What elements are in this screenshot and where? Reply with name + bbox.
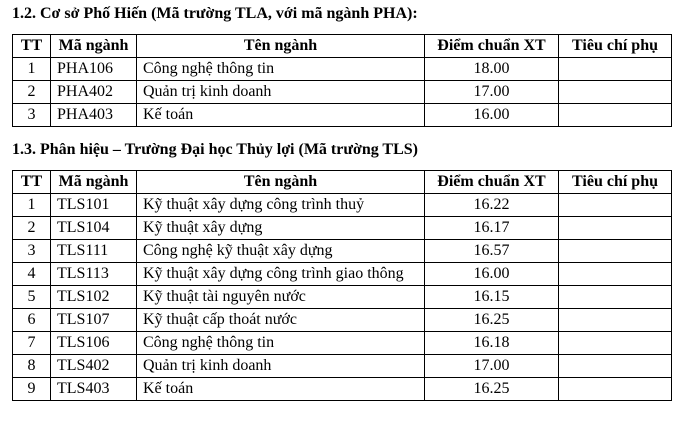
table-row bbox=[13, 240, 672, 263]
column-header-ten-nganh: Tên ngành bbox=[137, 35, 425, 58]
table-row bbox=[13, 355, 672, 378]
cell-ma-nganh: PHA106 bbox=[51, 58, 137, 81]
cell-ma-nganh: TLS113 bbox=[51, 263, 137, 286]
table-row bbox=[13, 58, 672, 81]
cell-ma-nganh: PHA402 bbox=[51, 81, 137, 104]
column-header-tieu-chi-phu: Tiêu chí phụ bbox=[559, 171, 672, 194]
cell-tt: 2 bbox=[13, 81, 51, 104]
cell-ten-nganh: Kỹ thuật tài nguyên nước bbox=[137, 286, 425, 309]
table-row bbox=[13, 263, 672, 286]
cell-diem-chuan: 16.22 bbox=[425, 194, 559, 217]
column-header-ten-nganh: Tên ngành bbox=[137, 171, 425, 194]
cell-tt: 9 bbox=[13, 378, 51, 401]
cell-tieu-chi-phu bbox=[559, 217, 672, 240]
cell-ma-nganh: TLS101 bbox=[51, 194, 137, 217]
cell-tieu-chi-phu bbox=[559, 378, 672, 401]
cell-diem-chuan: 16.25 bbox=[425, 309, 559, 332]
cell-ten-nganh: Kỹ thuật xây dựng công trình thuỷ bbox=[137, 194, 425, 217]
cell-diem-chuan: 16.57 bbox=[425, 240, 559, 263]
cell-ten-nganh: Công nghệ kỹ thuật xây dựng bbox=[137, 240, 425, 263]
cell-tt: 8 bbox=[13, 355, 51, 378]
cell-diem-chuan: 16.15 bbox=[425, 286, 559, 309]
section-heading-phan-hieu: 1.3. Phân hiệu – Trường Đại học Thủy lợi (Mã trường TLS) bbox=[12, 141, 418, 158]
cell-diem-chuan: 16.17 bbox=[425, 217, 559, 240]
cell-ma-nganh: TLS102 bbox=[51, 286, 137, 309]
section-heading-pho-hien: 1.2. Cơ sở Phố Hiến (Mã trường TLA, với mã ngành PHA): bbox=[12, 5, 418, 22]
cell-ma-nganh: TLS106 bbox=[51, 332, 137, 355]
cell-ten-nganh: Công nghệ thông tin bbox=[137, 58, 425, 81]
table-row bbox=[13, 309, 672, 332]
cell-tieu-chi-phu bbox=[559, 309, 672, 332]
column-header-tt: TT bbox=[13, 35, 51, 58]
cell-tieu-chi-phu bbox=[559, 240, 672, 263]
cell-ma-nganh: TLS104 bbox=[51, 217, 137, 240]
cell-tieu-chi-phu bbox=[559, 332, 672, 355]
cell-tieu-chi-phu bbox=[559, 104, 672, 127]
table-header-row bbox=[13, 171, 672, 194]
column-header-ma-nganh: Mã ngành bbox=[51, 35, 137, 58]
cell-ten-nganh: Quản trị kinh doanh bbox=[137, 355, 425, 378]
cell-diem-chuan: 16.18 bbox=[425, 332, 559, 355]
table-header-row bbox=[13, 35, 672, 58]
cell-tieu-chi-phu bbox=[559, 286, 672, 309]
table-row bbox=[13, 217, 672, 240]
table-row bbox=[13, 104, 672, 127]
cell-ten-nganh: Kế toán bbox=[137, 104, 425, 127]
cell-tieu-chi-phu bbox=[559, 58, 672, 81]
cell-diem-chuan: 16.00 bbox=[425, 263, 559, 286]
cell-tt: 1 bbox=[13, 58, 51, 81]
cell-tt: 3 bbox=[13, 240, 51, 263]
cell-diem-chuan: 17.00 bbox=[425, 355, 559, 378]
cell-diem-chuan: 18.00 bbox=[425, 58, 559, 81]
cell-diem-chuan: 17.00 bbox=[425, 81, 559, 104]
cell-ten-nganh: Quản trị kinh doanh bbox=[137, 81, 425, 104]
cell-tt: 2 bbox=[13, 217, 51, 240]
cell-ten-nganh: Kỹ thuật cấp thoát nước bbox=[137, 309, 425, 332]
column-header-tt: TT bbox=[13, 171, 51, 194]
column-header-diem-chuan: Điểm chuẩn XT bbox=[425, 35, 559, 58]
cell-ma-nganh: TLS402 bbox=[51, 355, 137, 378]
admission-table-phan-hieu bbox=[12, 170, 672, 401]
cell-ten-nganh: Kỹ thuật xây dựng bbox=[137, 217, 425, 240]
cell-tieu-chi-phu bbox=[559, 355, 672, 378]
cell-ma-nganh: PHA403 bbox=[51, 104, 137, 127]
cell-tieu-chi-phu bbox=[559, 194, 672, 217]
cell-diem-chuan: 16.25 bbox=[425, 378, 559, 401]
cell-tt: 3 bbox=[13, 104, 51, 127]
cell-tt: 4 bbox=[13, 263, 51, 286]
table-row bbox=[13, 378, 672, 401]
cell-tt: 5 bbox=[13, 286, 51, 309]
table-row bbox=[13, 81, 672, 104]
table-row bbox=[13, 332, 672, 355]
cell-ma-nganh: TLS111 bbox=[51, 240, 137, 263]
cell-ma-nganh: TLS107 bbox=[51, 309, 137, 332]
column-header-tieu-chi-phu: Tiêu chí phụ bbox=[559, 35, 672, 58]
cell-ten-nganh: Kỹ thuật xây dựng công trình giao thông bbox=[137, 263, 425, 286]
column-header-ma-nganh: Mã ngành bbox=[51, 171, 137, 194]
admission-table-pho-hien bbox=[12, 34, 672, 127]
cell-tieu-chi-phu bbox=[559, 81, 672, 104]
cell-tt: 6 bbox=[13, 309, 51, 332]
column-header-diem-chuan: Điểm chuẩn XT bbox=[425, 171, 559, 194]
cell-tieu-chi-phu bbox=[559, 263, 672, 286]
cell-diem-chuan: 16.00 bbox=[425, 104, 559, 127]
cell-tt: 1 bbox=[13, 194, 51, 217]
cell-ten-nganh: Kế toán bbox=[137, 378, 425, 401]
cell-tt: 7 bbox=[13, 332, 51, 355]
table-row bbox=[13, 286, 672, 309]
cell-ma-nganh: TLS403 bbox=[51, 378, 137, 401]
table-row bbox=[13, 194, 672, 217]
cell-ten-nganh: Công nghệ thông tin bbox=[137, 332, 425, 355]
